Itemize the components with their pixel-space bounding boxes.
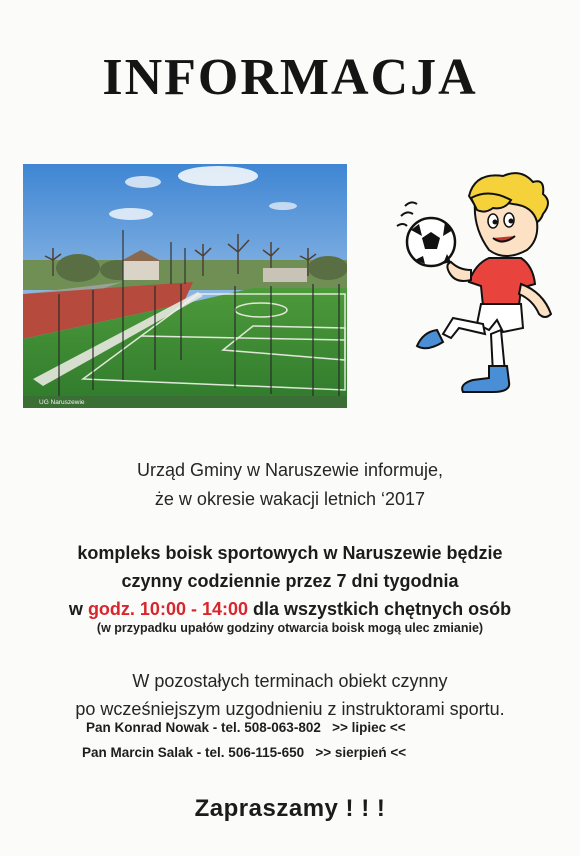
announcement-line-3-suffix: dla wszystkich chętnych osób [248, 599, 512, 619]
terms-line-2: po wcześniejszym uzgodnieniu z instruktorami sportu. [75, 699, 505, 719]
announcement-line-3-prefix: w [68, 599, 88, 619]
sports-field-photo [23, 164, 347, 408]
other-terms [0, 667, 580, 723]
intro-text [0, 456, 580, 514]
photo-credit: UG Naruszewie [39, 399, 85, 406]
announcement-line-3 [0, 595, 580, 623]
closing-invitation: Zapraszamy ! ! ! [194, 795, 386, 822]
heat-note: (w przypadku upałów godziny otwarcia boisk mogą ulec zmianie) [96, 621, 484, 635]
intro-line-1: Urząd Gminy w Naruszewie informuje, [136, 460, 444, 480]
intro-line-2: że w okresie wakacji letnich ‘2017 [154, 489, 426, 509]
announcement [0, 539, 580, 623]
opening-hours: godz. 10:00 - 14:00 [87, 599, 248, 619]
announcement-line-1: kompleks boisk sportowych w Naruszewie będzie [77, 543, 503, 563]
terms-line-1: W pozostałych terminach obiekt czynny [132, 671, 448, 691]
contact-july: Pan Konrad Nowak - tel. 508-063-802 >> lipiec << [86, 720, 406, 735]
soccer-boy-illustration [393, 166, 558, 398]
contact-august: Pan Marcin Salak - tel. 506-115-650 >> sierpień << [82, 745, 407, 760]
page-title: INFORMACJA [102, 49, 478, 106]
announcement-line-2: czynny codziennie przez 7 dni tygodnia [121, 571, 459, 591]
